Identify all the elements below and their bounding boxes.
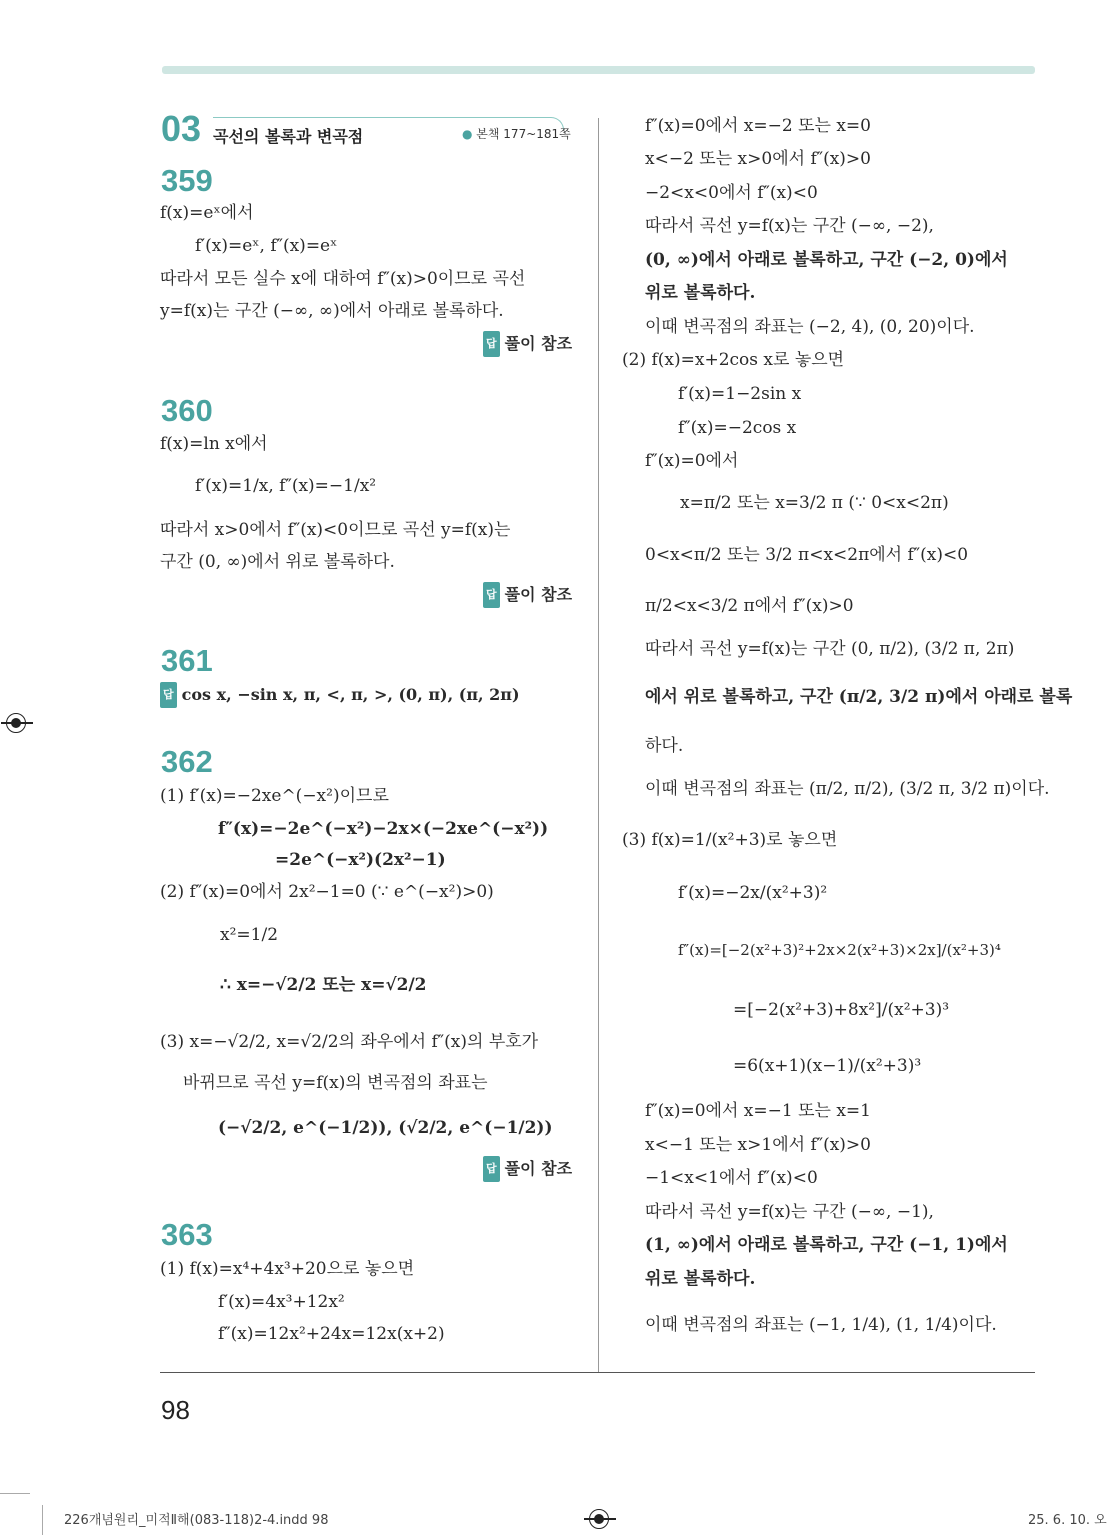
answer-label — [160, 682, 520, 708]
solution-line: f″(x)=−2cos x — [678, 418, 797, 438]
problem-number: 360 — [161, 393, 213, 428]
solution-line: 이때 변곡점의 좌표는 (−1, 1/4), (1, 1/4)이다. — [645, 1315, 997, 1335]
solution-line: 구간 (0, ∞)에서 위로 볼록하다. — [160, 552, 395, 572]
solution-line: (0, ∞)에서 아래로 볼록하고, 구간 (−2, 0)에서 — [645, 250, 1008, 270]
solution-line: 위로 볼록하다. — [645, 1269, 756, 1289]
solution-line: 따라서 곡선 y=f(x)는 구간 (0, π/2), (3/2 π, 2π) — [645, 639, 1015, 659]
solution-line: π/2<x<3/2 π에서 f″(x)>0 — [645, 596, 854, 616]
solution-line: f″(x)=−2e^(−x²)−2x×(−2xe^(−x²)) — [218, 819, 549, 839]
solution-line: x=π/2 또는 x=3/2 π (∵ 0<x<2π) — [680, 493, 949, 513]
solution-line: f″(x)=0에서 — [645, 451, 739, 471]
solution-line: 하다. — [645, 736, 684, 756]
solution-line: (1) f(x)=x⁴+4x³+20으로 놓으면 — [160, 1259, 415, 1279]
column-divider — [598, 118, 599, 1373]
answer-icon: 답 — [160, 682, 177, 708]
answer-text: 풀이 참조 — [504, 334, 573, 353]
solution-line: x<−2 또는 x>0에서 f″(x)>0 — [645, 149, 871, 169]
solution-line: (2) f″(x)=0에서 2x²−1=0 (∵ e^(−x²)>0) — [160, 882, 494, 902]
solution-line: f(x)=eˣ에서 — [160, 203, 254, 223]
solution-line: f′(x)=−2x/(x²+3)² — [678, 883, 828, 903]
answer-text: 풀이 참조 — [504, 1159, 573, 1178]
solution-line: −1<x<1에서 f″(x)<0 — [645, 1168, 818, 1188]
solution-line: ∴ x=−√2/2 또는 x=√2/2 — [220, 975, 427, 995]
solution-line: (−√2/2, e^(−1/2)), (√2/2, e^(−1/2)) — [218, 1118, 553, 1138]
crop-mark — [42, 1505, 43, 1535]
solution-line: 따라서 곡선 y=f(x)는 구간 (−∞, −2), — [645, 216, 934, 236]
answer-icon: 답 — [483, 331, 500, 357]
page-number: 98 — [161, 1395, 190, 1425]
solution-line: 따라서 곡선 y=f(x)는 구간 (−∞, −1), — [645, 1202, 934, 1222]
solution-line: x²=1/2 — [220, 925, 279, 945]
solution-line: f′(x)=1−2sin x — [678, 384, 802, 404]
section-number: 03 — [161, 108, 202, 149]
problem-number: 363 — [161, 1217, 213, 1252]
problem-number: 359 — [161, 163, 213, 198]
solution-line: 위로 볼록하다. — [645, 283, 756, 303]
footer-filename: 226개념원리_미적Ⅱ해(083-118)2-4.indd 98 — [64, 1513, 329, 1528]
solution-line: f′(x)=eˣ, f″(x)=eˣ — [195, 236, 338, 256]
problem-number: 362 — [161, 744, 213, 779]
solution-line: 이때 변곡점의 좌표는 (−2, 4), (0, 20)이다. — [645, 317, 975, 337]
solution-line: f″(x)=0에서 x=−2 또는 x=0 — [645, 116, 871, 136]
footer-date: 25. 6. 10. 오 — [1028, 1513, 1107, 1528]
solution-line: f″(x)=0에서 x=−1 또는 x=1 — [645, 1101, 871, 1121]
solution-line: (1) f′(x)=−2xe^(−x²)이므로 — [160, 786, 389, 806]
solution-line: f″(x)=[−2(x²+3)²+2x×2(x²+3)×2x]/(x²+3)⁴ — [678, 941, 1001, 959]
solution-line: 이때 변곡점의 좌표는 (π/2, π/2), (3/2 π, 3/2 π)이다. — [645, 779, 1050, 799]
solution-line: (2) f(x)=x+2cos x로 놓으면 — [622, 350, 845, 370]
answer-text: cos x, −sin x, π, <, π, >, (0, π), (π, 2π) — [181, 685, 520, 704]
solution-line: =2e^(−x²)(2x²−1) — [275, 850, 446, 870]
top-decorative-bar — [162, 66, 1035, 74]
answer-label — [483, 331, 572, 357]
section-title: 곡선의 볼록과 변곡점 — [213, 127, 364, 146]
solution-line: =6(x+1)(x−1)/(x²+3)³ — [733, 1056, 922, 1076]
registration-mark-icon — [6, 713, 26, 733]
answer-text: 풀이 참조 — [504, 585, 573, 604]
bottom-rule — [160, 1372, 1035, 1373]
solution-line: 바뀌므로 곡선 y=f(x)의 변곡점의 좌표는 — [183, 1073, 488, 1093]
crop-mark — [0, 1493, 30, 1494]
answer-label — [483, 1156, 572, 1182]
solution-line: y=f(x)는 구간 (−∞, ∞)에서 아래로 볼록하다. — [160, 301, 504, 321]
reference-text: 본책 177~181쪽 — [476, 127, 571, 141]
problem-number: 361 — [161, 643, 213, 678]
solution-line: 따라서 x>0에서 f″(x)<0이므로 곡선 y=f(x)는 — [160, 520, 511, 540]
answer-icon: 답 — [483, 582, 500, 608]
registration-mark-icon — [589, 1509, 609, 1529]
section-reference — [462, 125, 571, 142]
solution-line: (3) x=−√2/2, x=√2/2의 좌우에서 f″(x)의 부호가 — [160, 1032, 539, 1052]
bullet-icon: ● — [462, 127, 477, 141]
answer-label — [483, 582, 572, 608]
solution-line: (1, ∞)에서 아래로 볼록하고, 구간 (−1, 1)에서 — [645, 1235, 1008, 1255]
answer-icon: 답 — [483, 1156, 500, 1182]
solution-line: f′(x)=1/x, f″(x)=−1/x² — [195, 476, 377, 496]
solution-line: x<−1 또는 x>1에서 f″(x)>0 — [645, 1135, 871, 1155]
solution-line: (3) f(x)=1/(x²+3)로 놓으면 — [622, 830, 838, 850]
solution-line: f″(x)=12x²+24x=12x(x+2) — [218, 1324, 445, 1344]
solution-line: −2<x<0에서 f″(x)<0 — [645, 183, 818, 203]
solution-line: 에서 위로 볼록하고, 구간 (π/2, 3/2 π)에서 아래로 볼록 — [645, 687, 1073, 707]
solution-line: f(x)=ln x에서 — [160, 434, 268, 454]
solution-line: =[−2(x²+3)+8x²]/(x²+3)³ — [733, 1000, 950, 1020]
solution-line: f′(x)=4x³+12x² — [218, 1292, 345, 1312]
solution-line: 따라서 모든 실수 x에 대하여 f″(x)>0이므로 곡선 — [160, 269, 526, 289]
solution-line: 0<x<π/2 또는 3/2 π<x<2π에서 f″(x)<0 — [645, 545, 969, 565]
